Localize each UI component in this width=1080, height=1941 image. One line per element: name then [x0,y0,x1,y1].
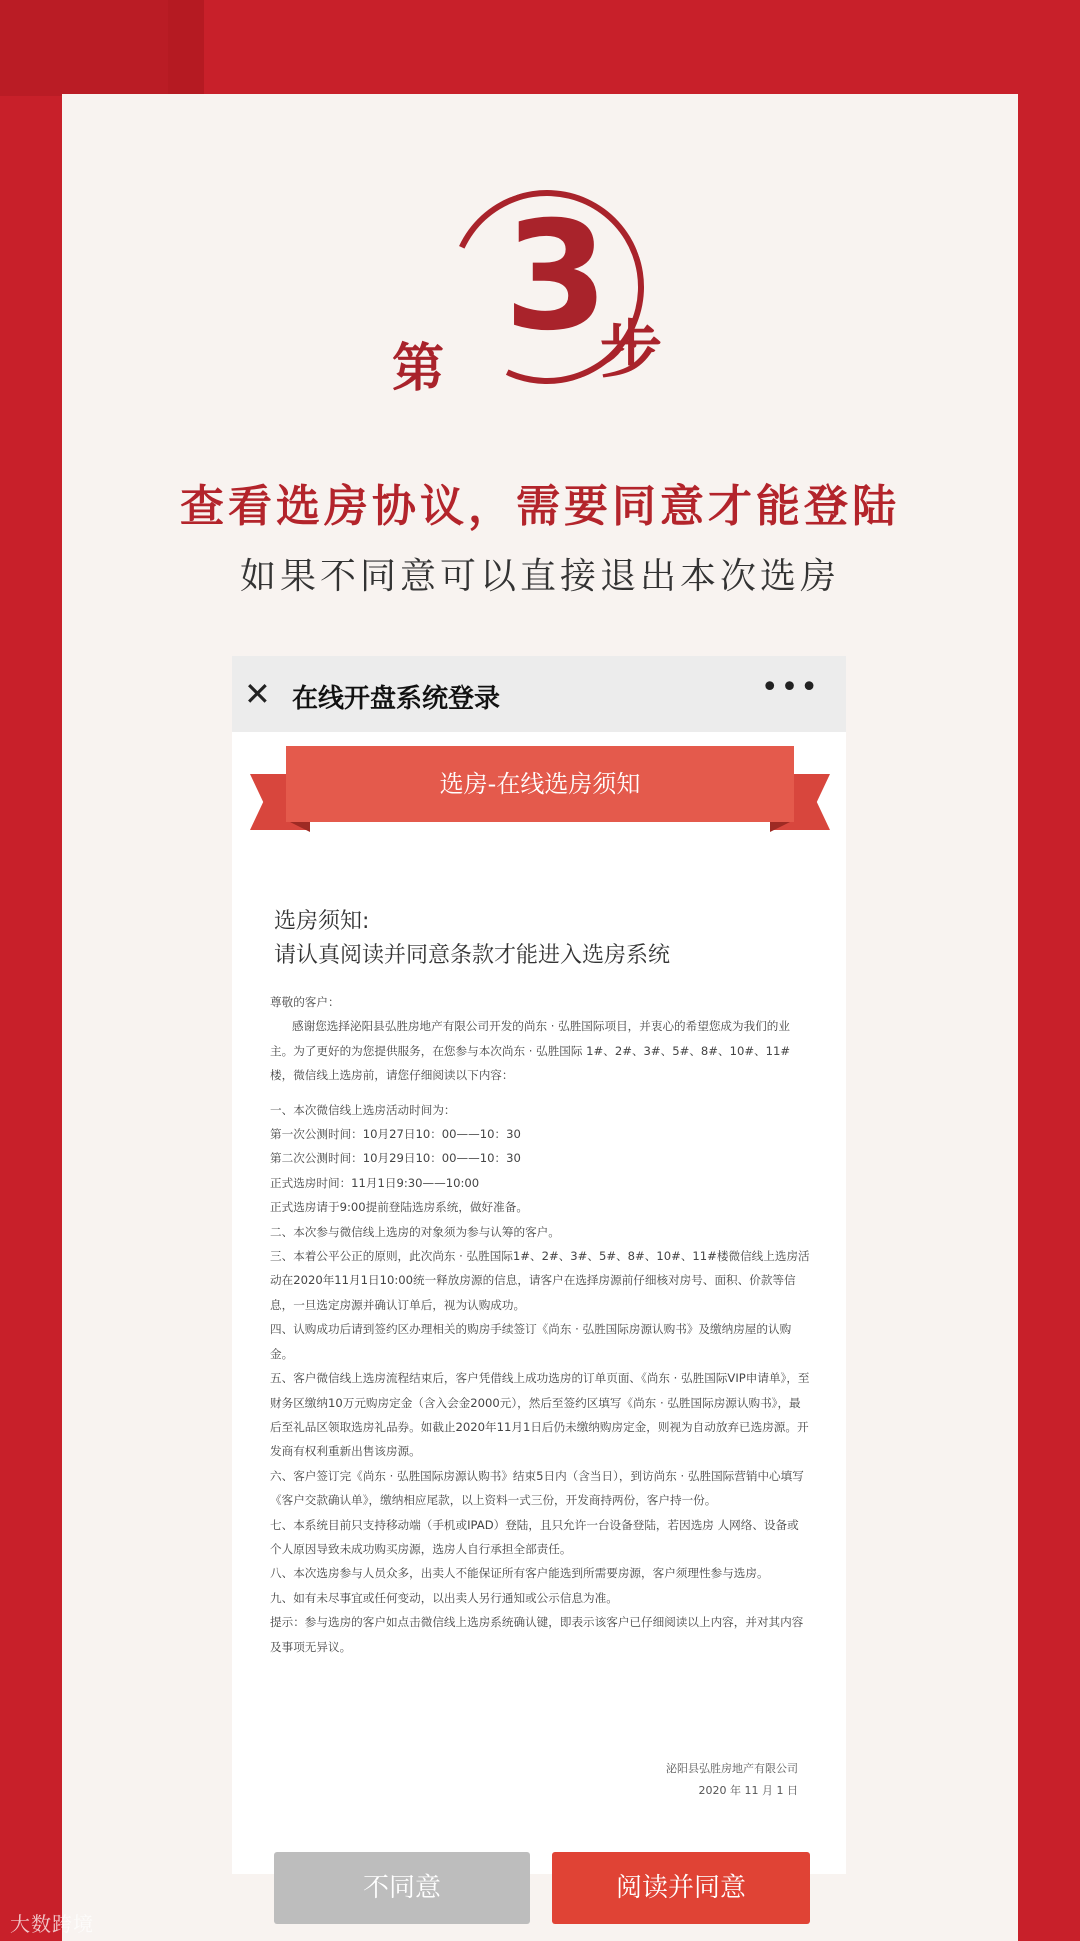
background-stripe-accent [168,0,204,96]
watermark-logo: 大数跨境 [10,1912,94,1936]
signature-company: 泌阳县弘胜房地产有限公司 [666,1762,798,1775]
signature [666,1758,798,1802]
agreement-item: 第一次公测时间：10月27日10：00——10：30 [270,1127,521,1142]
intro-paragraph: 感谢您选择泌阳县弘胜房地产有限公司开发的尚东 · 弘胜国际项目，并衷心的希望您成为我们的业主。为了更好的为您提供服务，在您参与本次尚东 · 弘胜国际 1#、2#、3#、5#、8#、10#、11# 楼，微信线上选房前，请您仔细阅读以下内容： [270,1019,791,1083]
agreement-item: 正式选房时间：11月1日9:30——10:00 [270,1175,480,1190]
agreement-item: 七、本系统目前只支持移动端（手机或IPAD）登陆，且只允许一台设备登陆，若因选房 人网络、设备或个人原因导致未成功购买房源，选房人自行承担全部责任。 [270,1517,799,1556]
agreement-item: 二、本次参与微信线上选房的对象须为参与认筹的客户。 [270,1224,560,1239]
ribbon-title: 选房-在线选房须知 [286,746,794,822]
notice-subtitle: 请认真阅读并同意条款才能进入选房系统 [274,943,671,968]
notice-title: 选房须知: [274,909,370,934]
greeting: 尊敬的客户： [270,995,340,1009]
page-headline: 查看选房协议，需要同意才能登陆 [180,481,900,532]
background-stripe [0,0,168,96]
agree-button[interactable]: 阅读并同意 [552,1852,810,1924]
agreement-item: 三、本着公平公正的原则，此次尚东 · 弘胜国际1#、2#、3#、5#、8#、10#、11#楼微信线上选房活动在2020年11月1日10:00统一释放房源的信息，请客户在选择房源前仔细核对房号、面积、价款等信息，一旦选定房源并确认订单后，视为认购成功。 [270,1249,810,1312]
close-icon[interactable]: ✕ [244,675,271,713]
phone-screenshot [232,656,846,1903]
agreement-item: 一、本次微信线上选房活动时间为： [270,1102,456,1117]
signature-date: 2020 年 11 月 1 日 [698,1784,798,1797]
ribbon-banner [250,746,830,840]
agreement-item: 六、客户签订完《尚东 · 弘胜国际房源认购书》结束5日内（含当日），到访尚东 · 弘胜国际营销中心填写《客户交款确认单》，缴纳相应尾款，以上资料一式三份，开发商持两份，客户持一份。 [270,1468,804,1508]
window-title: 在线开盘系统登录 [292,684,501,714]
agreement-item: 五、客户微信线上选房流程结束后，客户凭借线上成功选房的订单页面、《尚东 · 弘胜国际VIP申请单》，至财务区缴纳10万元购房定金（含入会金2000元），然后至签约区填写《尚东 · 弘胜国际房源认购书》，最后至礼品区领取选房礼品券。如截止2020年11月1日后仍未缴纳购房定金，则视为自动放弃已选房源。开发商有权利重新出售该房源。 [270,1371,810,1459]
step-number: 3 [504,190,609,364]
disagree-button[interactable]: 不同意 [274,1852,530,1924]
step-badge [62,94,1018,424]
agreement-item: 提示：参与选房的客户如点击微信线上选房系统确认键，即表示该客户已仔细阅读以上内容，并对其内容及事项无异议。 [270,1615,804,1654]
step-prefix: 第 [392,339,445,399]
title-bar [232,656,846,732]
content-card [62,94,1018,1941]
agreement-item: 四、认购成功后请到签约区办理相关的购房手续签订《尚东 · 弘胜国际房源认购书》及缴纳房屋的认购金。 [270,1322,792,1361]
step-suffix: 步 [600,313,663,386]
agreement-text [270,990,810,1659]
agreement-item: 八、本次选房参与人员众多，出卖人不能保证所有客户能选到所需要房源，客户须理性参与选房。 [270,1566,769,1581]
more-icon[interactable]: ••• [760,670,820,705]
page-subline: 如果不同意可以直接退出本次选房 [239,556,840,597]
agreement-item: 正式选房请于9:00提前登陆选房系统，做好准备。 [270,1200,528,1215]
agreement-item: 九、如有未尽事宜或任何变动，以出卖人另行通知或公示信息为准。 [270,1590,618,1605]
agreement-item: 第二次公测时间：10月29日10：00——10：30 [270,1151,521,1166]
